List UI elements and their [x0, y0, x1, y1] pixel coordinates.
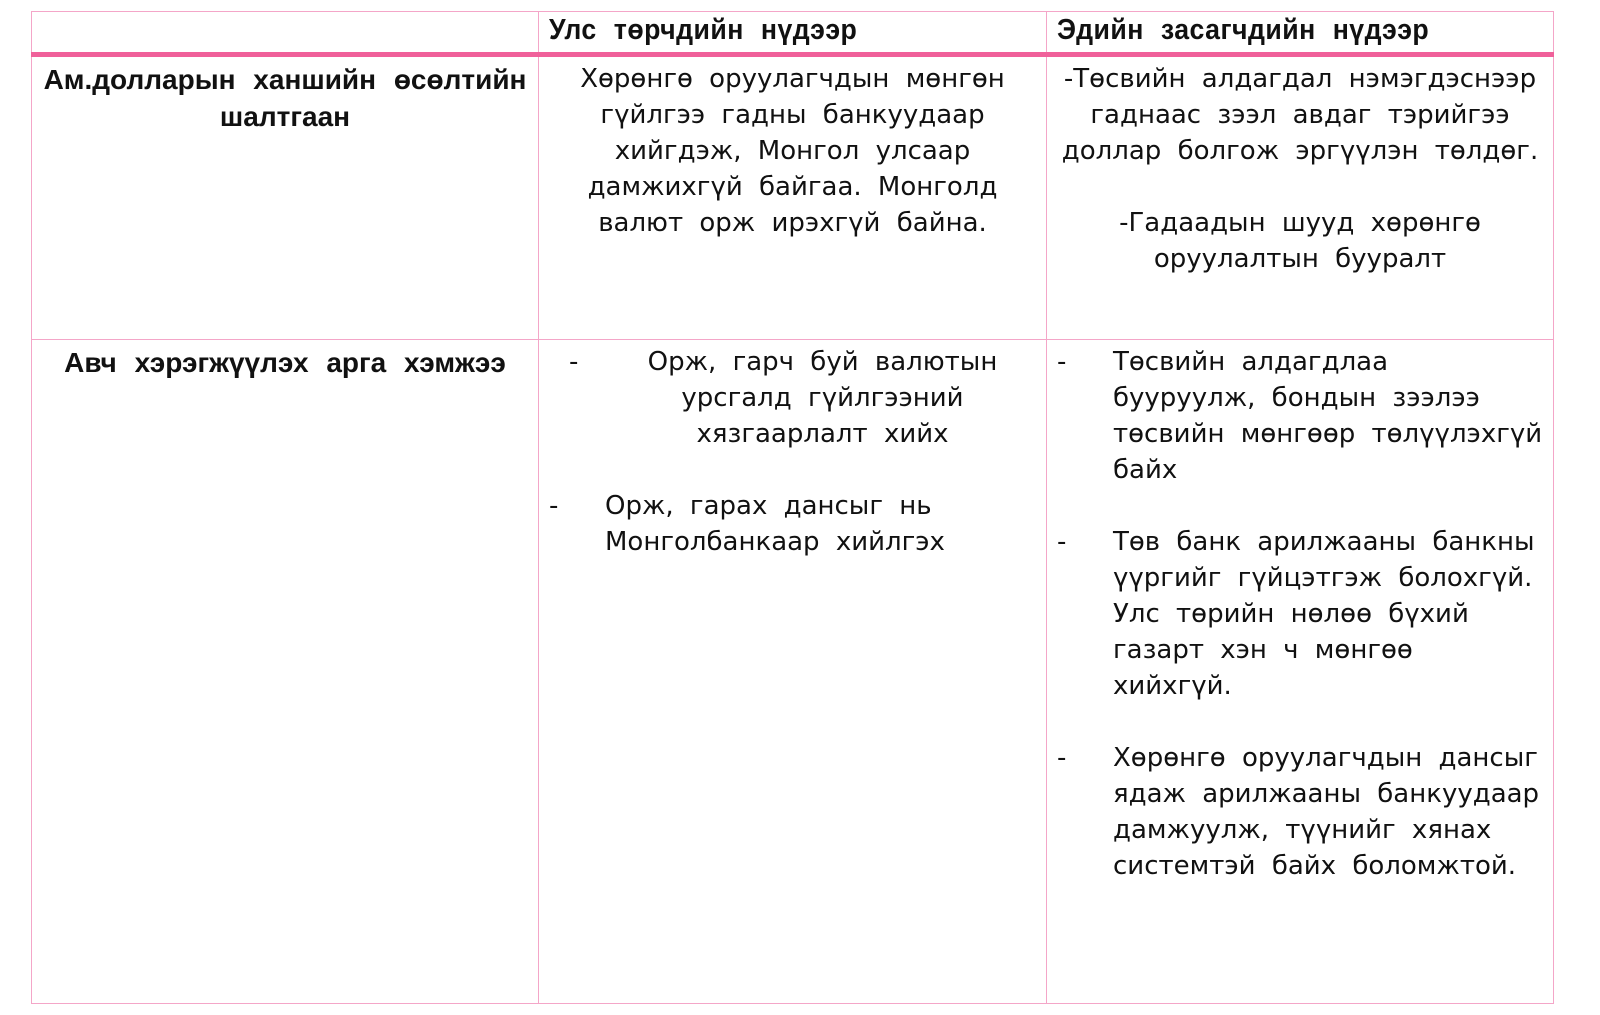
- cause-item: -Гадаадын шууд хөрөнгө оруулалтын бууралт: [1119, 208, 1481, 274]
- row-label-measures: Авч хэрэгжүүлэх арга хэмжээ: [32, 340, 539, 1004]
- header-row: [32, 12, 1554, 55]
- cause-item: -Төсвийн алдагдал нэмэгдэснээр гаднаас зээл авдаг тэрийгээ доллар болгож эргүүлэн төлдөг.: [1061, 64, 1539, 166]
- list-item: - Хөрөнгө оруулагчдын дансыг ядаж арилжааны банкуудаар дамжуулж, түүнийг хянах системтэй байх боломжтой.: [1057, 743, 1540, 881]
- list-item: - Төсвийн алдагдлаа бууруулж, бондын зээлээ төсвийн мөнгөөр төлүүлэхгүй байх: [1057, 347, 1543, 485]
- cell-politicians-cause: Хөрөнгө оруулагчдын мөнгөн гүйлгээ гадны банкуудаар хийгдэж, Монгол улсаар дамжихгүй байгаа. Монголд валют орж ирэхгүй байна.: [539, 55, 1047, 340]
- header-empty: [32, 12, 539, 55]
- list-item: - Төв банк арилжааны банкны үүргийг гүйцэтгэж болохгүй. Улс төрийн нөлөө бүхий газарт хэн ч мөнгөө хийхгүй.: [1057, 527, 1535, 701]
- row-label-cause: Ам.долларын ханшийн өсөлтийн шалтгаан: [32, 55, 539, 340]
- table-row: [32, 55, 1554, 340]
- header-economists: Эдийн засагчдийн нүдээр: [1047, 12, 1554, 55]
- list-item: - Орж, гарч буй валютын урсгалд гүйлгээний хязгаарлалт хийх: [569, 347, 998, 449]
- list-item: - Орж, гарах дансыг нь Монголбанкаар хийлгэх: [549, 491, 945, 557]
- table-row: [32, 340, 1554, 1004]
- comparison-table: [31, 11, 1554, 1004]
- cell-politicians-measures: [539, 340, 1047, 1004]
- header-politicians: Улс төрчдийн нүдээр: [539, 12, 1047, 55]
- cell-economists-cause: [1047, 55, 1554, 340]
- cell-economists-measures: [1047, 340, 1554, 1004]
